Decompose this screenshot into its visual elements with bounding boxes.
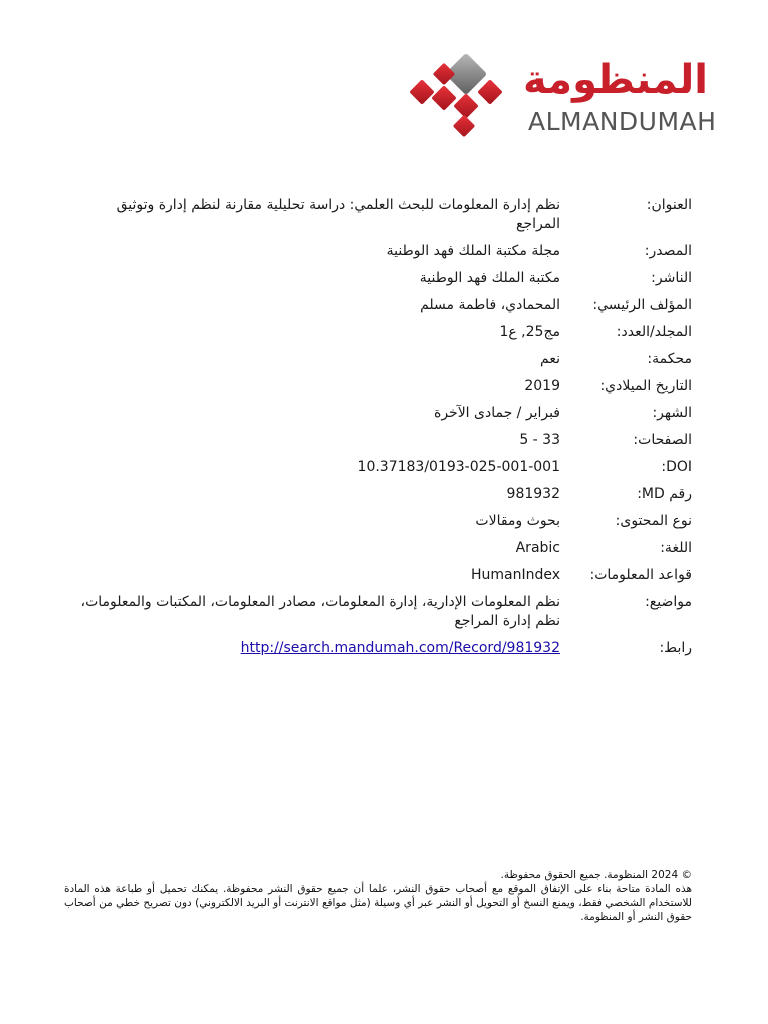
pages-label: الصفحات: (633, 432, 692, 448)
title-value: نظم إدارة المعلومات للبحث العلمي: دراسة تحليلية مقارنة لنظم إدارة وتوثيق المراجع (116, 197, 560, 232)
year-value: 2019 (524, 378, 560, 394)
databases-value: HumanIndex (470, 567, 560, 583)
pages-value: 5 - 33 (519, 432, 560, 448)
copyright-notice: هذه المادة متاحة بناء على الإتفاق الموقع مع أصحاب حقوق النشر، علما أن جميع حقوق النشر محفوظة. يمكنك تحميل أو طباعة هذه المادة للاستخدام الشخصي فقط، ويمنع النسخ أو التحويل أو النشر عبر أي وسيلة (مثل مواقع الانترنت أو البريد الالكتروني) دون تصريح خطي من أصحاب حقوق النشر أو المنظومة. (64, 883, 692, 923)
row-language (70, 539, 692, 558)
title-label: العنوان: (646, 197, 692, 213)
row-content-type (70, 512, 692, 531)
doi-label: DOI: (661, 459, 692, 475)
row-title (70, 196, 692, 234)
author-label: المؤلف الرئيسي: (592, 297, 692, 313)
peer-reviewed-value: نعم (540, 351, 560, 367)
language-value: Arabic (515, 540, 560, 556)
copyright-line: © 2024 المنظومة. جميع الحقوق محفوظة. (500, 869, 692, 881)
row-year (70, 377, 692, 396)
content-type-label: نوع المحتوى: (615, 513, 692, 529)
row-databases (70, 566, 692, 585)
source-label: المصدر: (644, 243, 692, 259)
almandumah-logo (404, 54, 717, 140)
logo-arabic-wordmark: المنظومة (523, 57, 708, 103)
row-peer-reviewed (70, 350, 692, 369)
publisher-value: مكتبة الملك فهد الوطنية (419, 270, 560, 286)
row-author (70, 296, 692, 315)
subjects-label: مواضيع: (645, 594, 692, 610)
record-link[interactable]: http://search.mandumah.com/Record/981932 (240, 640, 560, 656)
peer-reviewed-label: محكمة: (647, 351, 692, 367)
doi-value: 10.37183/0193-025-001-001 (357, 459, 560, 475)
row-volume (70, 323, 692, 342)
row-md-number (70, 485, 692, 504)
author-value: المحمادي، فاطمة مسلم (420, 297, 560, 313)
logo-diamonds-icon (404, 54, 528, 140)
year-label: التاريخ الميلادي: (600, 378, 692, 394)
subjects-value: نظم المعلومات الإدارية، إدارة المعلومات، مصادر المعلومات، المكتبات والمعلومات، نظم إدارة المراجع (80, 594, 560, 629)
copyright-footer (64, 868, 692, 924)
source-value: مجلة مكتبة الملك فهد الوطنية (386, 243, 560, 259)
month-label: الشهر: (652, 405, 692, 421)
record-metadata (70, 196, 692, 666)
row-publisher (70, 269, 692, 288)
row-month (70, 404, 692, 423)
md-number-value: 981932 (506, 486, 560, 502)
logo-english-wordmark: ALMANDUMAH (528, 107, 717, 136)
row-pages (70, 431, 692, 450)
link-value (70, 639, 560, 658)
row-doi (70, 458, 692, 477)
link-label: رابط: (659, 640, 692, 656)
volume-value: مج25, ع1 (499, 324, 560, 340)
content-type-value: بحوث ومقالات (475, 513, 560, 529)
month-value: فبراير / جمادى الآخرة (433, 405, 560, 421)
row-link (70, 639, 692, 658)
language-label: اللغة: (660, 540, 692, 556)
databases-label: قواعد المعلومات: (589, 567, 692, 583)
row-subjects (70, 593, 692, 631)
row-source (70, 242, 692, 261)
volume-label: المجلد/العدد: (616, 324, 692, 340)
md-number-label: رقم MD: (637, 486, 692, 502)
publisher-label: الناشر: (651, 270, 692, 286)
